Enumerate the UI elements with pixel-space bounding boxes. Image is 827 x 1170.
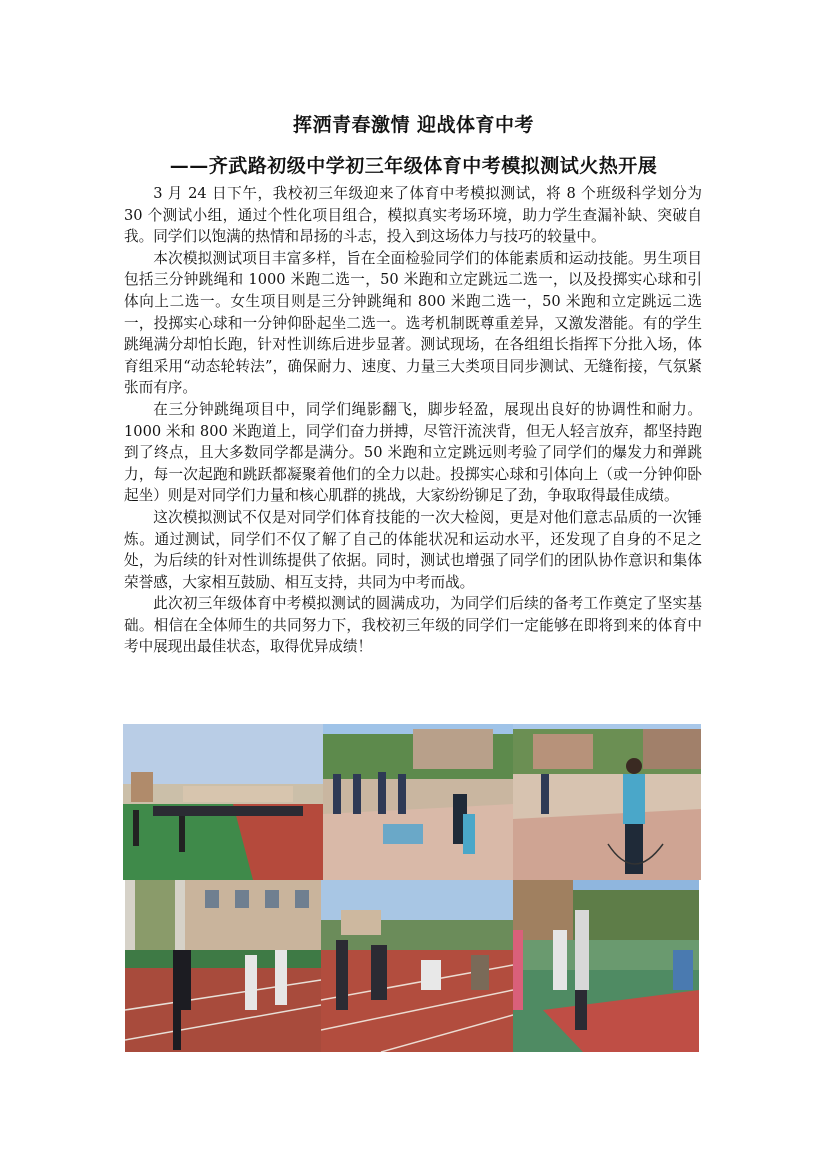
photo-running	[125, 880, 321, 1052]
photo-rope-group	[323, 724, 513, 880]
paragraph-4: 这次模拟测试不仅是对同学们体育技能的一次大检阅，更是对他们意志品质的一次锤炼。通过测试，同学们不仅了解了自己的体能状况和运动水平，还发现了自身的不足之处，为后续的针对性训练提供了依据。同时，测试也增强了同学们的团队协作意识和集体荣誉感，大家相互鼓励、相互支持，共同为中考而战。	[124, 508, 702, 591]
article-title: 挥洒青春激情 迎战体育中考	[292, 114, 535, 136]
photo-assembly	[123, 724, 323, 880]
photo-sprint	[321, 880, 513, 1052]
paragraph-2: 本次模拟测试项目丰富多样，旨在全面检验同学们的体能素质和运动技能。男生项目包括三分钟跳绳和 1000 米跑二选一，50 米跑和立定跳远二选一，以及投掷实心球和引体向上二选一。女生项目则是三分钟跳绳和 800 米跑二选一，50 米跑和立定跳远二选一，投掷实心球和一分钟仰卧起坐二选一。选考机制既尊重差异，又激发潜能。有的学生跳绳满分却怕长跑，针对性训练后进步显著。测试现场，在各组组长指挥下分批入场，体育组采用“动态轮转法”，确保耐力、速度、力量三大类项目同步测试、无缝衔接，气氛紧张而有序。	[124, 249, 702, 397]
paragraph-3: 在三分钟跳绳项目中，同学们绳影翻飞，脚步轻盈，展现出良好的协调性和耐力。1000 米和 800 米跑道上，同学们奋力拼搏，尽管汗流浃背，但无人轻言放弃，都坚持跑到了终点，且大多数同学都是满分。50 米跑和立定跳远则考验了同学们的爆发力和弹跳力，每一次起跑和跳跃都凝聚着他们的全力以赴。投掷实心球和引体向上（或一分钟仰卧起坐）则是对同学们力量和核心肌群的挑战，大家纷纷铆足了劲，争取取得最佳成绩。	[124, 400, 702, 505]
paragraph-1: 3 月 24 日下午，我校初三年级迎来了体育中考模拟测试，将 8 个班级科学划分为 30 个测试小组，通过个性化项目组合，模拟真实考场环境，助力学生查漏补缺、突破自我。同学们以饱满的热情和昂扬的斗志，投入到这场体力与技巧的较量中。	[124, 185, 702, 246]
article-body	[124, 183, 702, 658]
article-subtitle: ——齐武路初级中学初三年级体育中考模拟测试火热开展	[169, 155, 658, 177]
paragraph-5: 此次初三年级体育中考模拟测试的圆满成功，为同学们后续的备考工作奠定了坚实基础。相信在全体师生的共同努力下，我校初三年级的同学们一定能够在即将到来的体育中考中展现出最佳状态，取得优异成绩！	[124, 595, 702, 656]
photo-rope-closeup	[513, 724, 701, 880]
photo-long-jump	[513, 880, 699, 1052]
